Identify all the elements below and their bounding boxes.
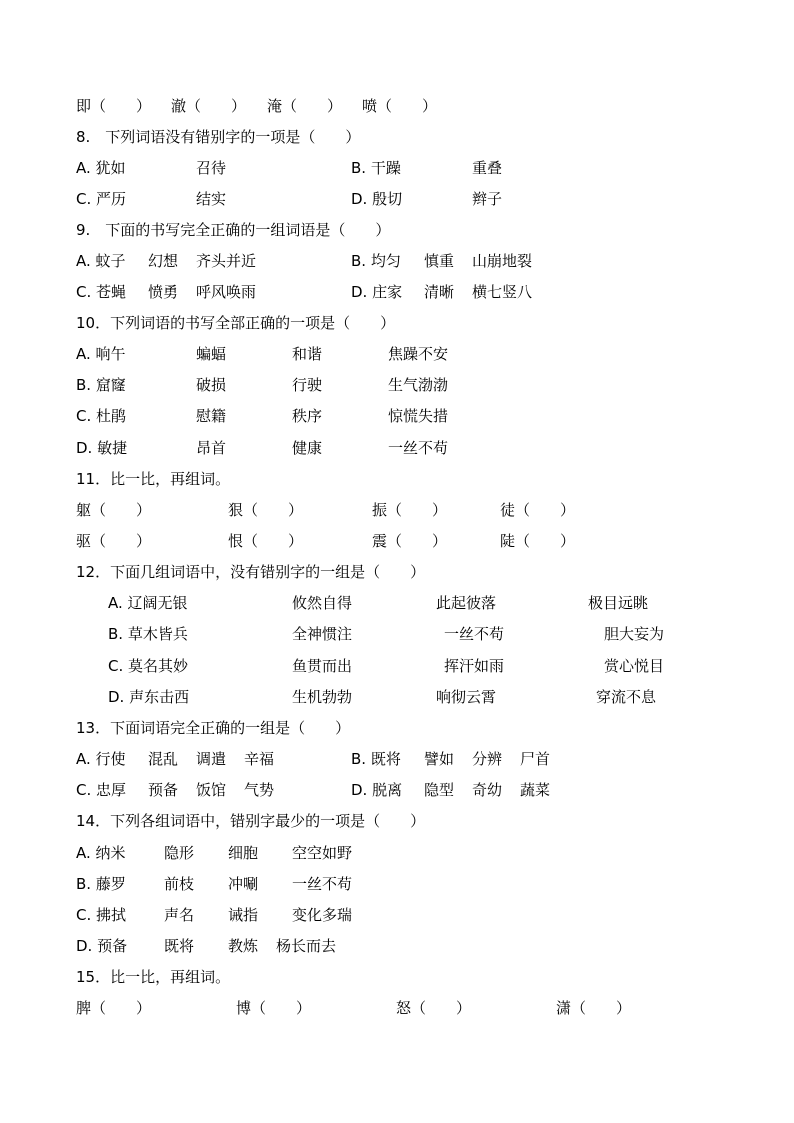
word: 辛福 bbox=[244, 750, 275, 768]
word: 隐形 bbox=[164, 844, 195, 862]
word: 昂首 bbox=[196, 439, 227, 457]
option-b: B. 窟窿 bbox=[76, 376, 126, 394]
word: 声名 bbox=[164, 906, 195, 924]
word: 蔬菜 bbox=[520, 781, 551, 799]
word: 结实 bbox=[196, 190, 227, 208]
word: 行驶 bbox=[292, 376, 323, 394]
word: 生气渤渤 bbox=[388, 376, 449, 394]
question-text: 13．下面词语完全正确的一组是（ ） bbox=[76, 719, 351, 737]
question-text: 14．下列各组词语中，错别字最少的一项是（ ） bbox=[76, 812, 426, 830]
word: 挥汗如雨 bbox=[444, 657, 505, 675]
option-c: C. 苍蝇 bbox=[76, 283, 127, 301]
option-b: B. 均匀 bbox=[351, 252, 401, 270]
question-text: 11．比一比，再组词。 bbox=[76, 470, 231, 488]
fill-blank: 狠（ ） bbox=[228, 501, 304, 519]
word: 秩序 bbox=[292, 407, 323, 425]
option-c: C. 忠厚 bbox=[76, 781, 127, 799]
option-b: B. 草木皆兵 bbox=[108, 625, 188, 643]
word: 奇幼 bbox=[472, 781, 503, 799]
word: 呼风唤雨 bbox=[196, 283, 257, 301]
fill-blank: 脾（ ） bbox=[76, 999, 152, 1017]
word: 冲唰 bbox=[228, 875, 259, 893]
word: 空空如野 bbox=[292, 844, 353, 862]
word: 饭馆 bbox=[196, 781, 227, 799]
fill-blank: 震（ ） bbox=[372, 532, 448, 550]
word: 幻想 bbox=[148, 252, 179, 270]
word: 召待 bbox=[196, 159, 227, 177]
word: 惊慌失措 bbox=[388, 407, 449, 425]
word: 全神惯注 bbox=[292, 625, 353, 643]
word: 细胞 bbox=[228, 844, 259, 862]
question-text: 8. 下列词语没有错别字的一项是（ ） bbox=[76, 128, 361, 146]
word: 慰籍 bbox=[196, 407, 227, 425]
word: 慎重 bbox=[424, 252, 455, 270]
option-d: D. 声东击西 bbox=[108, 688, 190, 706]
question-text: 9. 下面的书写完全正确的一组词语是（ ） bbox=[76, 221, 391, 239]
fill-blank: 博（ ） bbox=[236, 999, 312, 1017]
word: 清晰 bbox=[424, 283, 455, 301]
option-c: C. 杜鹃 bbox=[76, 407, 127, 425]
option-c: C. 莫名其妙 bbox=[108, 657, 189, 675]
word: 譬如 bbox=[424, 750, 455, 768]
option-a: A. 蚊子 bbox=[76, 252, 126, 270]
option-d: D. 庄家 bbox=[351, 283, 403, 301]
word: 气势 bbox=[244, 781, 275, 799]
word: 辫子 bbox=[472, 190, 503, 208]
option-a: A. 犹如 bbox=[76, 159, 126, 177]
word: 诫指 bbox=[228, 906, 259, 924]
option-a: A. 纳米 bbox=[76, 844, 126, 862]
fill-blank: 振（ ） bbox=[372, 501, 448, 519]
word: 混乱 bbox=[148, 750, 179, 768]
word: 穿流不息 bbox=[596, 688, 657, 706]
word: 生机勃勃 bbox=[292, 688, 353, 706]
question-text: 10．下列词语的书写全部正确的一项是（ ） bbox=[76, 314, 396, 332]
word: 赏心悦目 bbox=[604, 657, 665, 675]
word: 此起彼落 bbox=[436, 594, 497, 612]
word: 预备 bbox=[148, 781, 179, 799]
option-d: D. 殷切 bbox=[351, 190, 403, 208]
word: 山崩地裂 bbox=[472, 252, 533, 270]
word: 既将 bbox=[164, 937, 195, 955]
option-b: B. 干躁 bbox=[351, 159, 401, 177]
fill-blank: 即（ ） bbox=[76, 97, 152, 115]
fill-blank: 淹（ ） bbox=[267, 97, 343, 115]
fill-blank: 陡（ ） bbox=[500, 532, 576, 550]
word: 和谐 bbox=[292, 345, 323, 363]
word: 焦躁不安 bbox=[388, 345, 449, 363]
word: 前枝 bbox=[164, 875, 195, 893]
fill-blank: 恨（ ） bbox=[228, 532, 304, 550]
question-text: 15．比一比，再组词。 bbox=[76, 968, 231, 986]
option-d: D. 预备 bbox=[76, 937, 128, 955]
word: 齐头并近 bbox=[196, 252, 257, 270]
word: 一丝不苟 bbox=[292, 875, 353, 893]
word: 横七竖八 bbox=[472, 283, 533, 301]
fill-blank: 喷（ ） bbox=[362, 97, 438, 115]
word: 愤勇 bbox=[148, 283, 179, 301]
fill-blank: 驱（ ） bbox=[76, 532, 152, 550]
fill-blank: 怒（ ） bbox=[396, 999, 472, 1017]
word: 重叠 bbox=[472, 159, 503, 177]
fill-blank: 徒（ ） bbox=[500, 501, 576, 519]
word: 蝙蝠 bbox=[196, 345, 227, 363]
word: 破损 bbox=[196, 376, 227, 394]
option-c: C. 严历 bbox=[76, 190, 127, 208]
word: 一丝不苟 bbox=[444, 625, 505, 643]
word: 极目远眺 bbox=[588, 594, 649, 612]
option-a: A. 辽阔无银 bbox=[108, 594, 188, 612]
word: 变化多瑞 bbox=[292, 906, 353, 924]
fill-blank: 潇（ ） bbox=[556, 999, 632, 1017]
question-text: 12．下面几组词语中，没有错别字的一组是（ ） bbox=[76, 563, 426, 581]
option-c: C. 拂拭 bbox=[76, 906, 127, 924]
option-d: D. 敏捷 bbox=[76, 439, 128, 457]
option-a: A. 响午 bbox=[76, 345, 126, 363]
word: 隐型 bbox=[424, 781, 455, 799]
word: 调遣 bbox=[196, 750, 227, 768]
word: 杨长而去 bbox=[276, 937, 337, 955]
word: 响彻云霄 bbox=[436, 688, 497, 706]
word: 胆大妄为 bbox=[604, 625, 665, 643]
word: 一丝不苟 bbox=[388, 439, 449, 457]
word: 鱼贯而出 bbox=[292, 657, 353, 675]
word: 教炼 bbox=[228, 937, 259, 955]
option-d: D. 脱离 bbox=[351, 781, 403, 799]
option-b: B. 既将 bbox=[351, 750, 401, 768]
option-a: A. 行使 bbox=[76, 750, 126, 768]
word: 分辨 bbox=[472, 750, 503, 768]
word: 尸首 bbox=[520, 750, 551, 768]
word: 攸然自得 bbox=[292, 594, 353, 612]
option-b: B. 藤罗 bbox=[76, 875, 126, 893]
fill-blank: 躯（ ） bbox=[76, 501, 152, 519]
word: 健康 bbox=[292, 439, 323, 457]
fill-blank: 澈（ ） bbox=[171, 97, 247, 115]
